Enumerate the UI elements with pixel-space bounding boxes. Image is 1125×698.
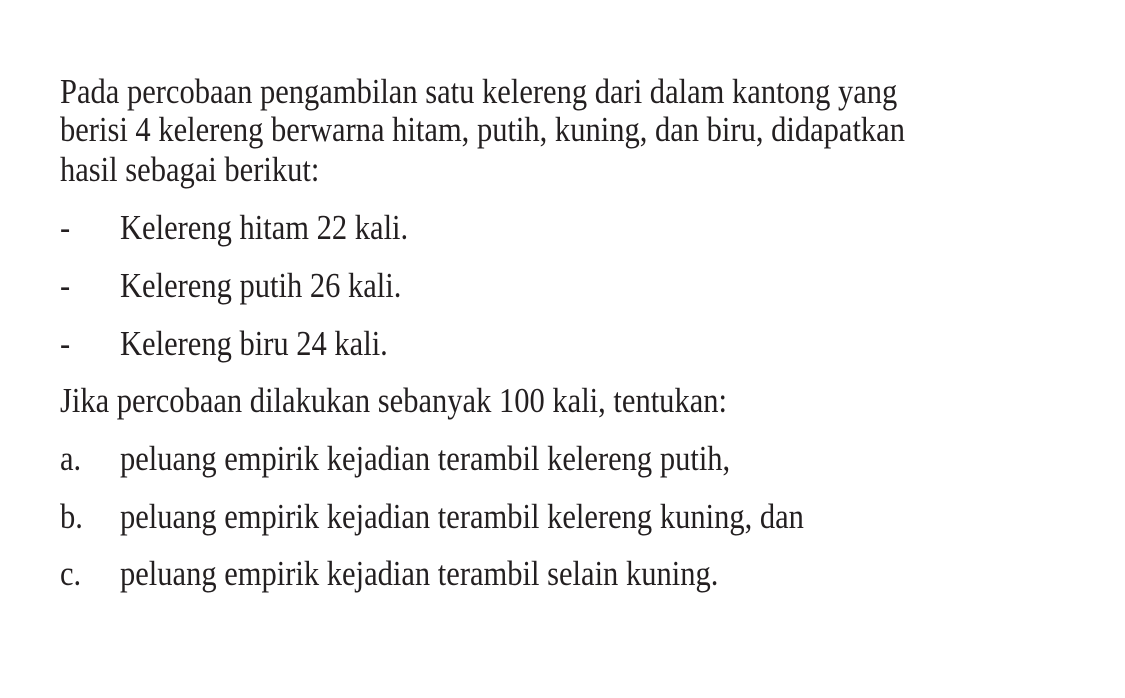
- result-item-blue: Kelereng biru 24 kali.: [120, 324, 388, 363]
- result-marker-2: -: [60, 266, 71, 305]
- result-item-black: Kelereng hitam 22 kali.: [120, 208, 409, 247]
- intro-line-1: Pada percobaan pengambilan satu kelereng dari dalam kantong yang: [60, 72, 898, 111]
- question-marker-b: b.: [60, 497, 83, 536]
- question-b: peluang empirik kejadian terambil kelereng kuning, dan: [120, 497, 804, 536]
- question-marker-a: a.: [60, 439, 82, 478]
- question-marker-c: c.: [60, 554, 82, 593]
- result-marker-3: -: [60, 324, 71, 363]
- question-c: peluang empirik kejadian terambil selain kuning.: [120, 554, 719, 593]
- condition-line: Jika percobaan dilakukan sebanyak 100 kali, tentukan:: [60, 381, 727, 420]
- result-item-white: Kelereng putih 26 kali.: [120, 266, 402, 305]
- result-marker-1: -: [60, 208, 71, 247]
- intro-line-3: hasil sebagai berikut:: [60, 150, 320, 189]
- question-a: peluang empirik kejadian terambil kelereng putih,: [120, 439, 731, 478]
- intro-line-2: berisi 4 kelereng berwarna hitam, putih, kuning, dan biru, didapatkan: [60, 110, 905, 149]
